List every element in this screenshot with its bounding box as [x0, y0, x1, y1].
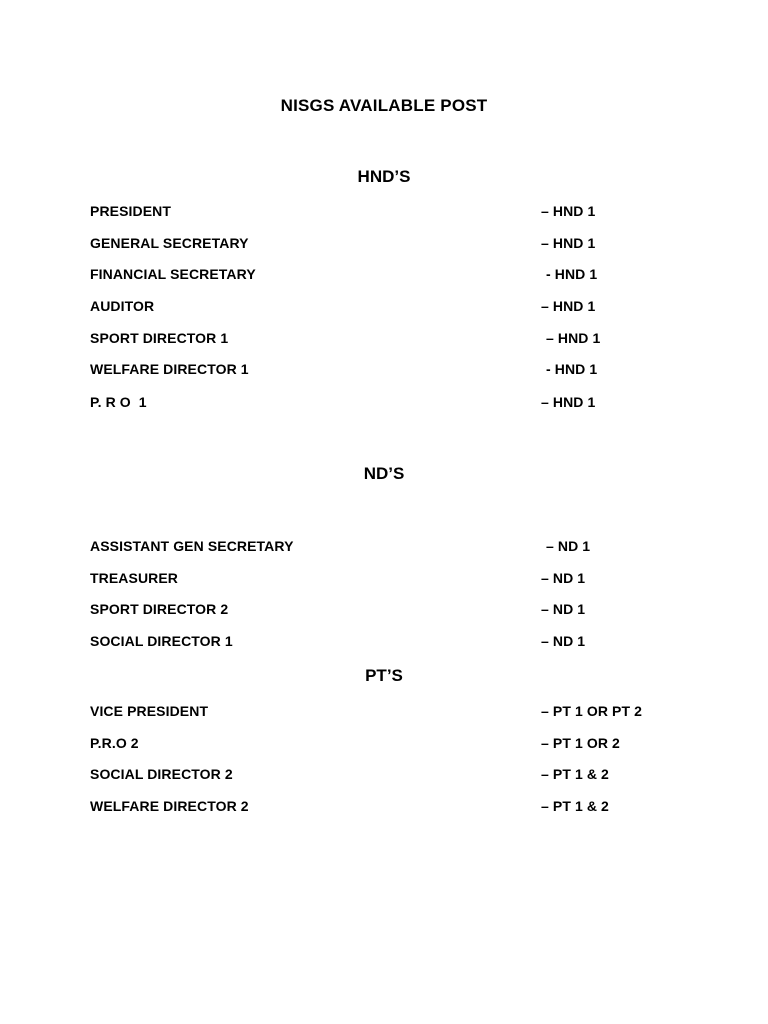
- post-eligibility: – ND 1: [546, 538, 591, 554]
- post-row: [0, 631, 768, 651]
- post-row: [0, 392, 768, 412]
- post-eligibility: – HND 1: [541, 298, 596, 314]
- post-row: [0, 568, 768, 588]
- post-row: [0, 233, 768, 253]
- post-row: [0, 796, 768, 816]
- post-name: SPORT DIRECTOR 2: [90, 601, 229, 617]
- post-row: [0, 599, 768, 619]
- post-name: SOCIAL DIRECTOR 1: [90, 633, 233, 649]
- post-name: P.R.O 2: [90, 735, 139, 751]
- post-name: TREASURER: [90, 570, 179, 586]
- section-heading-pt: PT’S: [365, 666, 403, 685]
- post-row: [0, 536, 768, 556]
- post-name: ASSISTANT GEN SECRETARY: [90, 538, 294, 554]
- post-name: AUDITOR: [90, 298, 155, 314]
- section-heading-nd: ND’S: [363, 464, 405, 483]
- post-row: [0, 733, 768, 753]
- post-row: [0, 296, 768, 316]
- post-row: [0, 264, 768, 284]
- post-eligibility: – HND 1: [541, 394, 596, 410]
- post-name: SPORT DIRECTOR 1: [90, 330, 229, 346]
- post-name: FINANCIAL SECRETARY: [90, 266, 256, 282]
- post-name: P. R O 1: [90, 394, 147, 410]
- post-eligibility: – ND 1: [541, 601, 586, 617]
- post-name: GENERAL SECRETARY: [90, 235, 249, 251]
- post-name: WELFARE DIRECTOR 1: [90, 361, 249, 377]
- post-eligibility: – PT 1 & 2: [541, 798, 609, 814]
- post-name: VICE PRESIDENT: [90, 703, 209, 719]
- post-eligibility: - HND 1: [546, 266, 598, 282]
- document-title: NISGS AVAILABLE POST: [280, 96, 488, 115]
- post-row: [0, 201, 768, 221]
- post-row: [0, 359, 768, 379]
- post-eligibility: – ND 1: [541, 570, 586, 586]
- post-row: [0, 764, 768, 784]
- section-heading-hnd: HND’S: [357, 167, 411, 186]
- post-eligibility: – HND 1: [541, 235, 596, 251]
- post-eligibility: – ND 1: [541, 633, 586, 649]
- post-eligibility: – PT 1 OR 2: [541, 735, 620, 751]
- post-eligibility: – HND 1: [541, 203, 596, 219]
- post-eligibility: – PT 1 OR PT 2: [541, 703, 642, 719]
- post-eligibility: – PT 1 & 2: [541, 766, 609, 782]
- post-row: [0, 701, 768, 721]
- post-eligibility: – HND 1: [546, 330, 601, 346]
- post-name: SOCIAL DIRECTOR 2: [90, 766, 233, 782]
- post-name: PRESIDENT: [90, 203, 172, 219]
- post-row: [0, 328, 768, 348]
- post-name: WELFARE DIRECTOR 2: [90, 798, 249, 814]
- post-eligibility: - HND 1: [546, 361, 598, 377]
